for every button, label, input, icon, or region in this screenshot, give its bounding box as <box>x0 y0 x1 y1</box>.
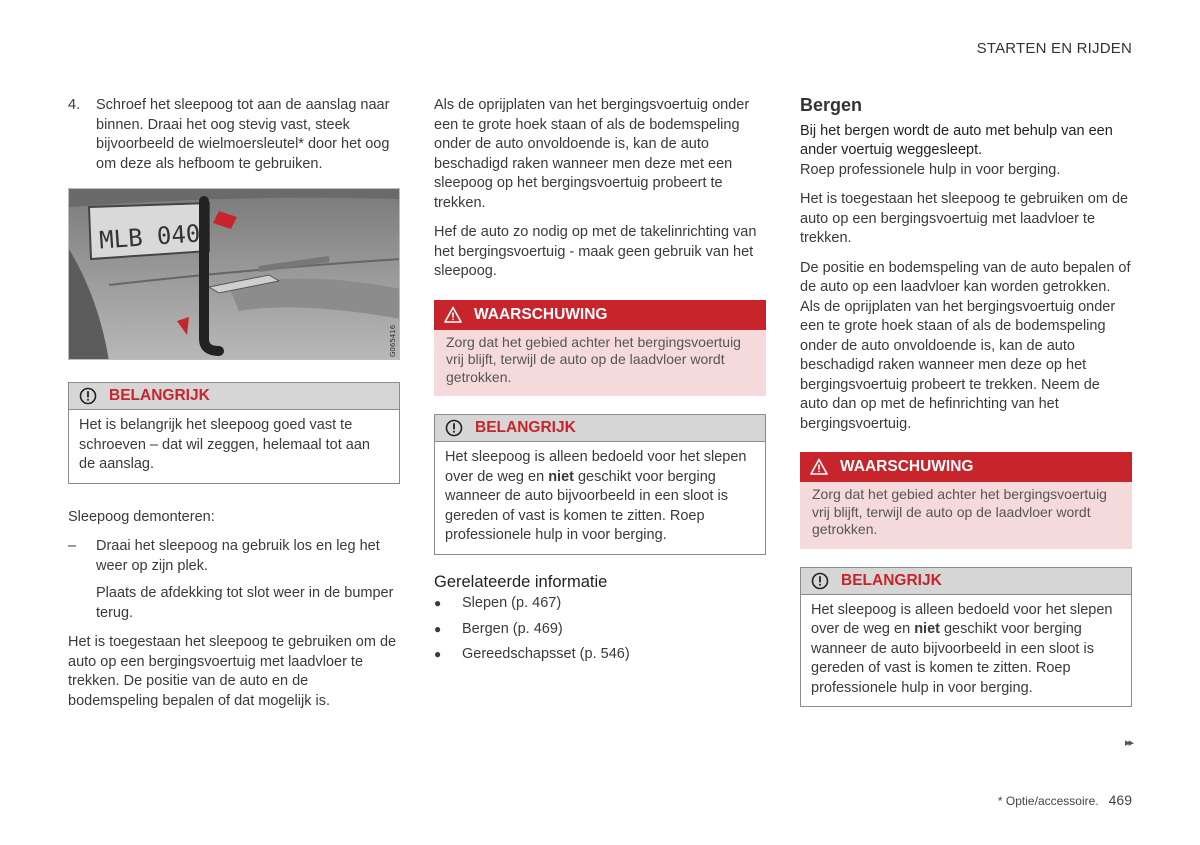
emphasis: niet <box>548 468 574 485</box>
page-number: 469 <box>1108 792 1132 808</box>
warning-box <box>434 300 766 397</box>
exclamation-circle-icon <box>811 572 829 590</box>
paragraph: Het is toegestaan het sleepoog te gebruiken om de auto op een bergingsvoertuig met laadvloer te trekken. De positie van de auto en de bodemspeling bepalen of dat mogelijk is. <box>68 634 397 709</box>
related-link[interactable]: Gereedschapsset (p. 546) <box>462 646 630 662</box>
paragraph-1: Als de oprijplaten van het bergingsvoertuig onder een te grote hoek staan of als de bodemspeling onder de auto onvoldoende is, kan de auto beschadigd raken wanneer men deze met een sleepoog op het bergingsvoertuig probeert te trekken. <box>434 97 750 211</box>
page-footer <box>998 792 1132 808</box>
important-title: BELANGRIJK <box>475 419 576 437</box>
lead-text-2: Roep professionele hulp in voor berging. <box>800 161 1061 178</box>
related-link[interactable]: Slepen (p. 467) <box>462 595 562 611</box>
important-text: Het is belangrijk het sleepoog goed vast te schroeven – dat wil zeggen, helemaal tot aan de aanslag. <box>79 417 370 472</box>
important-title: BELANGRIJK <box>841 571 942 589</box>
related-list <box>434 594 766 665</box>
section-header: STARTEN EN RIJDEN <box>976 40 1132 57</box>
warning-text: Zorg dat het gebied achter het bergingsvoertuig vrij blijft, terwijl de auto op de laadvloer wordt getrokken. <box>434 330 766 397</box>
column-left <box>68 96 400 721</box>
column-middle <box>434 96 766 671</box>
demount-title: Sleepoog demonteren: <box>68 508 215 525</box>
lead-text: Bij het bergen wordt de auto met behulp van een ander voertuig weggesleept. <box>800 122 1113 158</box>
dash-text: Draai het sleepoog na gebruik los en leg het weer op zijn plek. <box>96 538 380 574</box>
column-right <box>800 96 1132 707</box>
paragraph-1: Het is toegestaan het sleepoog te gebruiken om de auto op een bergingsvoertuig met laadvloer te trekken. <box>800 191 1129 246</box>
step-4 <box>68 96 400 174</box>
step-text: Schroef het sleepoog tot aan de aanslag naar binnen. Draai het oog stevig vast, steek bijvoorbeeld de wielmoersleutel* door het oog om deze als hefboom te gebruiken. <box>96 97 390 172</box>
next-page-icon[interactable]: ▸▸ <box>1124 737 1132 749</box>
emphasis: niet <box>914 621 940 637</box>
important-box <box>800 567 1132 708</box>
warning-title: WAARSCHUWING <box>840 458 974 476</box>
section-title: Bergen <box>800 95 863 115</box>
figure-code: G065416 <box>389 324 397 357</box>
important-text: Het sleepoog is alleen bedoeld voor het slepen over de weg en niet geschikt voor berging wanneer de auto bijvoorbeeld in een sloot is gereden of vast is komen te zitten. Roep professionele hulp in voor berging. <box>811 601 1113 696</box>
indent-text: Plaats de afdekking tot slot weer in de bumper terug. <box>96 585 394 621</box>
warning-triangle-icon <box>810 458 828 476</box>
warning-triangle-icon <box>444 306 462 324</box>
dash-marker: – <box>68 538 77 554</box>
exclamation-circle-icon <box>79 387 97 405</box>
related-item[interactable]: ● Bergen (p. 469) <box>434 620 766 640</box>
important-title: BELANGRIJK <box>109 387 210 405</box>
warning-box <box>800 452 1132 549</box>
important-box <box>68 382 400 484</box>
license-plate-text: MLB 040 <box>98 219 202 255</box>
warning-title: WAARSCHUWING <box>474 305 608 323</box>
step-number: 4. <box>68 97 81 113</box>
exclamation-circle-icon <box>445 419 463 437</box>
related-link[interactable]: Bergen (p. 469) <box>462 620 563 637</box>
warning-text: Zorg dat het gebied achter het bergingsvoertuig vrij blijft, terwijl de auto op de laadvloer wordt getrokken. <box>800 482 1132 549</box>
related-title: Gerelateerde informatie <box>434 572 608 591</box>
towing-eye-illustration <box>68 188 400 360</box>
dash-item <box>68 537 400 576</box>
important-box <box>434 414 766 555</box>
paragraph-2: Hef de auto zo nodig op met de takelinrichting van het bergingsvoertuig - maak geen gebruik van het sleepoog. <box>434 224 757 279</box>
important-text: Het sleepoog is alleen bedoeld voor het slepen over de weg en niet geschikt voor berging wanneer de auto bijvoorbeeld in een sloot is gereden of vast is komen te zitten. Roep professionele hulp in voor berging. <box>445 449 747 543</box>
related-item[interactable]: ● Gereedschapsset (p. 546) <box>434 645 766 665</box>
paragraph-2: De positie en bodemspeling van de auto bepalen of de auto op een laadvloer kan worden getrokken. Als de oprijplaten van het bergingsvoertuig onder een te grote hoek staan of als de bodemspeling onder de auto onvoldoende is, kan de auto beschadigd raken wanneer men deze op het bergingsvoertuig probeert te trekken. Neem de auto dan op met de hefinrichting van het bergingsvoertuig. <box>800 259 1131 432</box>
related-item[interactable]: ● Slepen (p. 467) <box>434 594 766 614</box>
footnote: * Optie/accessoire. <box>997 794 1099 808</box>
